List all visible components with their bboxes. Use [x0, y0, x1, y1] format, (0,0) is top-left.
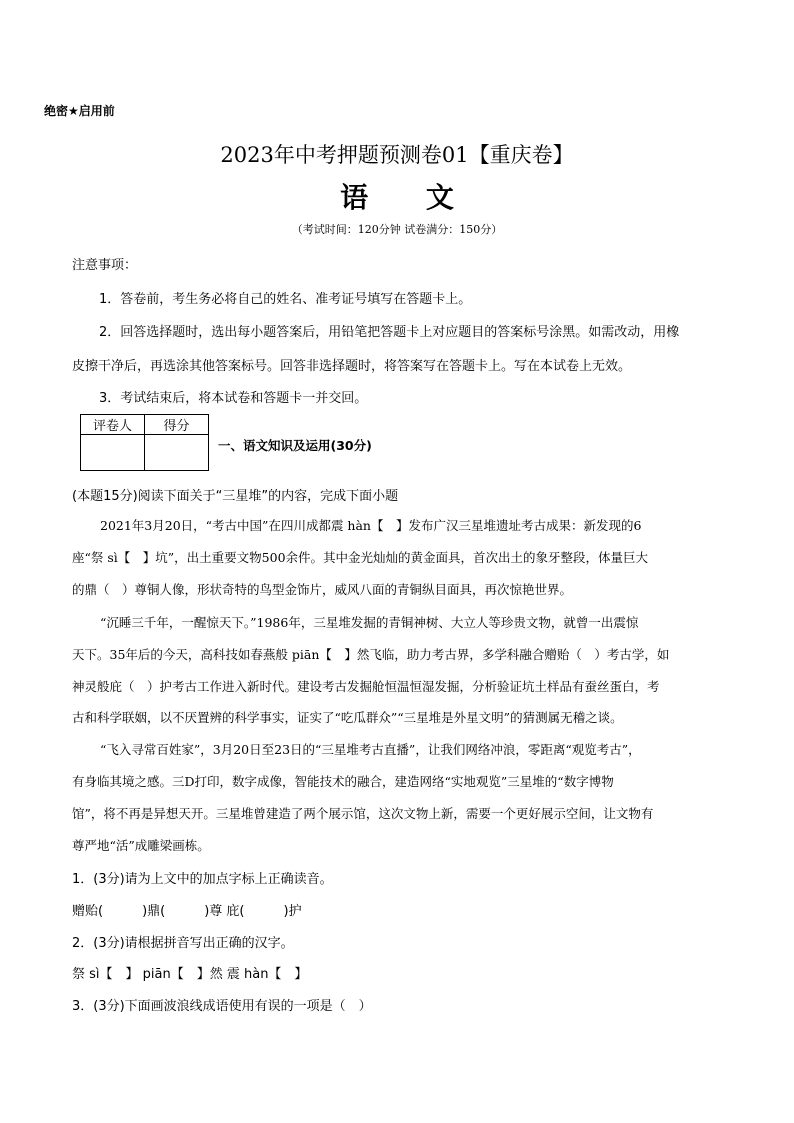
section-title: 一、语文知识及运用(30分)	[218, 438, 372, 453]
question-1-answer-blanks: 赠贻( )鼎( )尊 庇( )护	[72, 904, 302, 919]
passage-p2-line2: 天下。35年后的今天，高科技如春燕般 piān【 】然飞临，助力考古界，多学科融合赠贻（ ）考古学，如	[72, 647, 670, 662]
question-2-answer-blanks: 祭 sì【 】 piān【 】然 震 hàn【 】	[72, 967, 308, 982]
passage-p3-line3: 馆”，将不再是异想天开。三星堆曾建造了两个展示馆，这次文物上新，需要一个更好展示空间，让文物有	[72, 806, 654, 821]
exam-title: 2023年中考押题预测卷01【重庆卷】	[220, 143, 574, 167]
confidential-mark: 绝密★启用前	[44, 104, 115, 118]
score-table	[80, 414, 209, 471]
notice-item-2-cont: 皮擦干净后，再选涂其他答案标号。回答非选择题时，将答案写在答题卡上。写在本试卷上无效。	[72, 359, 632, 374]
passage-p1-line2: 座“祭 sì【 】坑”，出土重要文物500余件。其中金光灿灿的黄金面具，首次出土的象牙整段，体量巨大	[72, 550, 649, 565]
passage-p2-line3: 神灵般庇（ ）护考古工作进入新时代。建设考古发掘舱恒温恒湿发掘，分析验证坑土样品有蚕丝蛋白，考	[72, 679, 660, 694]
passage-p2-line1: “沉睡三千年，一醒惊天下。”1986年，三星堆发掘的青铜神树、大立人等珍贵文物，就曾一出震惊	[100, 615, 639, 630]
notice-item-3: 3．考试结束后，将本试卷和答题卡一并交回。	[99, 391, 368, 406]
passage-p1-line1: 2021年3月20日，“考古中国”在四川成都震 hàn【 】发布广汉三星堆遗址考古成果：新发现的6	[100, 518, 642, 533]
question-3: 3．(3分)下面画波浪线成语使用有误的一项是（ ）	[72, 999, 372, 1014]
score-header: 得分	[145, 415, 209, 435]
grader-cell	[81, 435, 145, 471]
reading-instruction: (本题15分)阅读下面关于“三星堆”的内容，完成下面小题	[72, 489, 399, 504]
passage-p3-line1: “飞入寻常百姓家”，3月20日至23日的“三星堆考古直播”，让我们网络冲浪，零距离“观览考古”，	[100, 742, 641, 757]
question-1: 1．(3分)请为上文中的加点字标上正确读音。	[72, 872, 333, 887]
passage-p1-line3: 的鼎（ ）尊铜人像，形状奇特的鸟型金饰片，威风八面的青铜纵目面具，再次惊艳世界。	[72, 582, 573, 597]
question-2: 2．(3分)请根据拼音写出正确的汉字。	[72, 936, 294, 951]
grader-header: 评卷人	[81, 415, 145, 435]
score-cell	[145, 435, 209, 471]
exam-time-info: （考试时间：120分钟 试卷满分：150分）	[291, 223, 503, 236]
notice-item-1: 1．答卷前，考生务必将自己的姓名、准考证号填写在答题卡上。	[99, 292, 472, 307]
passage-p3-line4: 尊严地“活”成雕梁画栋。	[72, 838, 210, 853]
notice-item-2: 2．回答选择题时，选出每小题答案后，用铅笔把答题卡上对应题目的答案标号涂黑。如需改动，用橡	[99, 325, 680, 340]
passage-p3-line2: 有身临其境之感。三D打印，数字成像，智能技术的融合，建造网络“实地观览”三星堆的“数字博物	[72, 774, 614, 789]
subject-title: 语 文	[340, 181, 478, 214]
notice-heading: 注意事项：	[72, 258, 138, 273]
passage-p2-line4: 古和科学联姻，以不厌置辨的科学事实，证实了“吃瓜群众”“三星堆是外星文明”的猜测属无稽之谈。	[72, 710, 623, 725]
